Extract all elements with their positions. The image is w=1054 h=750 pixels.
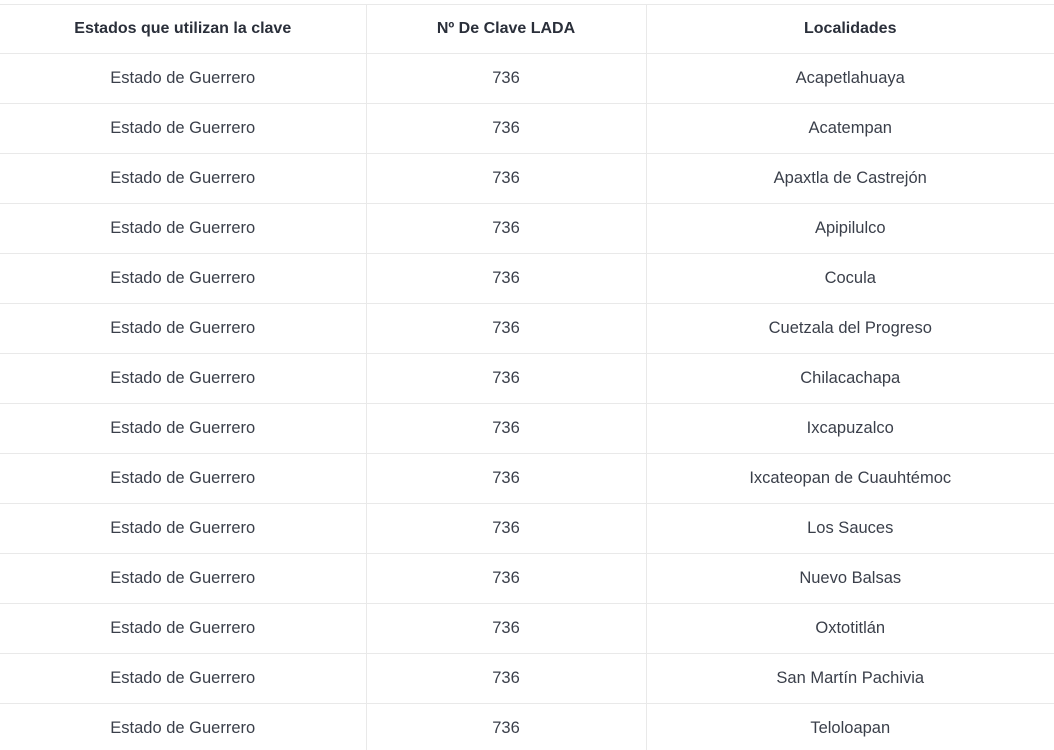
cell-estado: Estado de Guerrero [0, 454, 366, 504]
cell-clave: 736 [366, 604, 646, 654]
cell-estado: Estado de Guerrero [0, 604, 366, 654]
lada-table [0, 4, 1054, 750]
cell-estado: Estado de Guerrero [0, 154, 366, 204]
cell-clave: 736 [366, 654, 646, 704]
table-row [0, 54, 1054, 104]
cell-clave: 736 [366, 704, 646, 750]
cell-estado: Estado de Guerrero [0, 404, 366, 454]
table-row [0, 554, 1054, 604]
cell-estado: Estado de Guerrero [0, 704, 366, 750]
table-row [0, 604, 1054, 654]
cell-localidad: Cuetzala del Progreso [646, 304, 1054, 354]
cell-localidad: Los Sauces [646, 504, 1054, 554]
cell-localidad: Nuevo Balsas [646, 554, 1054, 604]
cell-clave: 736 [366, 404, 646, 454]
cell-localidad: Apipilulco [646, 204, 1054, 254]
cell-estado: Estado de Guerrero [0, 554, 366, 604]
cell-clave: 736 [366, 454, 646, 504]
cell-localidad: Chilacachapa [646, 354, 1054, 404]
cell-clave: 736 [366, 554, 646, 604]
cell-localidad: Teloloapan [646, 704, 1054, 750]
table-row [0, 204, 1054, 254]
table-row [0, 704, 1054, 750]
cell-estado: Estado de Guerrero [0, 354, 366, 404]
table-body [0, 54, 1054, 750]
cell-clave: 736 [366, 504, 646, 554]
cell-localidad: Cocula [646, 254, 1054, 304]
cell-estado: Estado de Guerrero [0, 304, 366, 354]
cell-estado: Estado de Guerrero [0, 654, 366, 704]
cell-clave: 736 [366, 204, 646, 254]
cell-clave: 736 [366, 354, 646, 404]
cell-localidad: Ixcapuzalco [646, 404, 1054, 454]
table-row [0, 254, 1054, 304]
table-header [0, 5, 1054, 54]
header-estados: Estados que utilizan la clave [0, 5, 366, 54]
cell-clave: 736 [366, 304, 646, 354]
table-row [0, 354, 1054, 404]
cell-estado: Estado de Guerrero [0, 504, 366, 554]
header-row [0, 5, 1054, 54]
table-row [0, 104, 1054, 154]
cell-estado: Estado de Guerrero [0, 254, 366, 304]
cell-clave: 736 [366, 154, 646, 204]
cell-localidad: Acapetlahuaya [646, 54, 1054, 104]
cell-localidad: Ixcateopan de Cuauhtémoc [646, 454, 1054, 504]
table-row [0, 304, 1054, 354]
cell-localidad: Apaxtla de Castrejón [646, 154, 1054, 204]
table-row [0, 504, 1054, 554]
cell-clave: 736 [366, 254, 646, 304]
cell-estado: Estado de Guerrero [0, 204, 366, 254]
cell-localidad: Oxtotitlán [646, 604, 1054, 654]
table-row [0, 654, 1054, 704]
cell-localidad: San Martín Pachivia [646, 654, 1054, 704]
table-row [0, 404, 1054, 454]
cell-estado: Estado de Guerrero [0, 104, 366, 154]
table-row [0, 454, 1054, 504]
header-clave-lada: Nº De Clave LADA [366, 5, 646, 54]
cell-estado: Estado de Guerrero [0, 54, 366, 104]
table-row [0, 154, 1054, 204]
cell-clave: 736 [366, 54, 646, 104]
cell-clave: 736 [366, 104, 646, 154]
cell-localidad: Acatempan [646, 104, 1054, 154]
header-localidades: Localidades [646, 5, 1054, 54]
